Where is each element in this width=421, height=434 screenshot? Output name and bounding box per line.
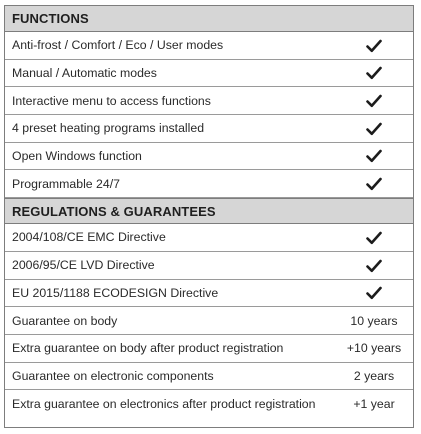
table-row xyxy=(5,32,413,60)
row-label: 2006/95/CE LVD Directive xyxy=(12,258,155,273)
features-table xyxy=(4,5,414,428)
checkmark-icon xyxy=(335,230,413,245)
checkmark-icon xyxy=(335,66,413,81)
table-row xyxy=(5,335,413,363)
checkmark-icon xyxy=(335,93,413,108)
table-row xyxy=(5,115,413,143)
checkmark-icon xyxy=(335,149,413,164)
checkmark-icon xyxy=(335,38,413,53)
row-label: 4 preset heating programs installed xyxy=(12,121,205,136)
row-label: EU 2015/1188 ECODESIGN Directive xyxy=(12,285,219,300)
table-row xyxy=(5,363,413,391)
table-row xyxy=(5,224,413,252)
table-row xyxy=(5,252,413,280)
section-header-regulations: REGULATIONS & GUARANTEES xyxy=(5,198,413,224)
table-row xyxy=(5,307,413,335)
row-value: 2 years xyxy=(353,368,395,383)
checkmark-icon xyxy=(335,285,413,300)
table-row xyxy=(5,170,413,198)
row-label: Extra guarantee on electronics after product registration xyxy=(12,397,316,412)
checkmark-icon xyxy=(335,121,413,136)
row-label: Anti-frost / Comfort / Eco / User modes xyxy=(12,38,224,53)
row-value: +10 years xyxy=(346,341,402,356)
row-label: 2004/108/CE EMC Directive xyxy=(12,230,166,245)
row-label: Guarantee on body xyxy=(12,313,118,328)
row-label: Guarantee on electronic components xyxy=(12,368,214,383)
row-value: 10 years xyxy=(350,313,398,328)
table-row xyxy=(5,143,413,171)
table-row xyxy=(5,60,413,88)
row-label: Programmable 24/7 xyxy=(12,176,120,191)
row-label: Interactive menu to access functions xyxy=(12,93,211,108)
table-row xyxy=(5,280,413,308)
row-label: Extra guarantee on body after product registration xyxy=(12,341,284,356)
row-value: +1 year xyxy=(353,397,395,412)
row-label: Manual / Automatic modes xyxy=(12,66,157,81)
table-row xyxy=(5,390,413,418)
section-header-functions: FUNCTIONS xyxy=(5,6,413,32)
checkmark-icon xyxy=(335,258,413,273)
table-row xyxy=(5,87,413,115)
checkmark-icon xyxy=(335,176,413,191)
row-label: Open Windows function xyxy=(12,149,142,164)
